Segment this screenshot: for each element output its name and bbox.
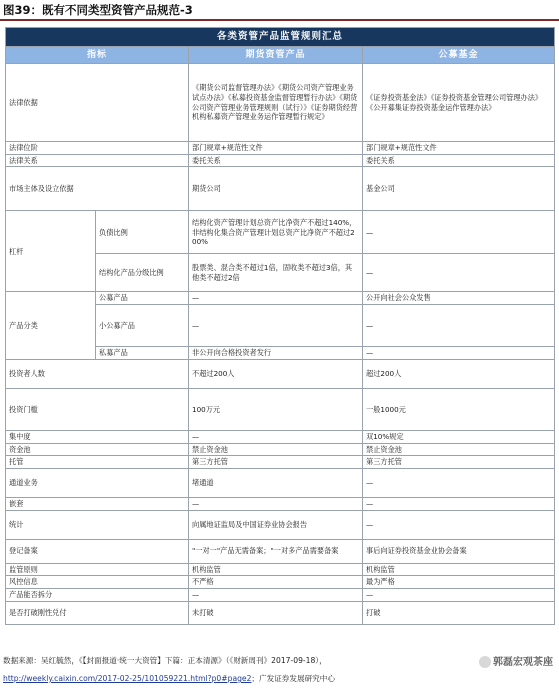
cell-fund: — (363, 510, 555, 539)
wechat-icon (479, 656, 491, 668)
table-row (6, 142, 555, 155)
row-label: 监管原则 (6, 563, 189, 576)
cell-futures: — (189, 305, 363, 347)
cell-fund: 基金公司 (363, 167, 555, 211)
table-row (6, 167, 555, 211)
header-indicator: 指标 (6, 47, 189, 64)
cell-futures: 机构监管 (189, 563, 363, 576)
table-row (6, 563, 555, 576)
row-label: 投资门槛 (6, 388, 189, 430)
cell-futures: 股票类、混合类不超过1倍，固收类不超过3倍，其他类不超过2倍 (189, 254, 363, 292)
group-label-product-type: 产品分类 (6, 292, 96, 359)
cell-futures: 第三方托管 (189, 456, 363, 469)
row-label: 投资者人数 (6, 359, 189, 388)
cell-futures: 部门规章+规范性文件 (189, 142, 363, 155)
table-row (6, 601, 555, 624)
cell-futures: — (189, 292, 363, 305)
row-label: 法律位阶 (6, 142, 189, 155)
figure-header (0, 0, 559, 20)
cell-fund: — (363, 498, 555, 511)
table-row (6, 154, 555, 167)
source-text: 数据来源：吴红毓然，《【封面报道·统一大资管】下篇：正本清源》（《财新周刊》2017-09-18）， (3, 656, 327, 665)
cell-fund: — (363, 254, 555, 292)
cell-futures: 《期货公司监督管理办法》《期货公司资产管理业务试点办法》《私募投资基金监督管理暂行办法》《期货公司资产管理业务管理规则（试行）》《证券期货经营机构私募资产管理业务运作管理暂行规定》 (189, 64, 363, 142)
row-label: 是否打破刚性兑付 (6, 601, 189, 624)
cell-fund: 部门规章+规范性文件 (363, 142, 555, 155)
row-label: 小公募产品 (96, 305, 189, 347)
cell-futures: 禁止资金池 (189, 443, 363, 456)
cell-futures: 堵通道 (189, 469, 363, 498)
row-label: 私募产品 (96, 347, 189, 360)
row-label: 法律依据 (6, 64, 189, 142)
cell-fund: — (363, 469, 555, 498)
cell-fund: 第三方托管 (363, 456, 555, 469)
cell-fund: 《证券投资基金法》《证券投资基金管理公司管理办法》《公开募集证券投资基金运作管理办法》 (363, 64, 555, 142)
row-label: 市场主体及设立依据 (6, 167, 189, 211)
cell-fund: — (363, 347, 555, 360)
row-label: 负债比例 (96, 211, 189, 254)
table-row (6, 456, 555, 469)
cell-fund: 事后向证券投资基金业协会备案 (363, 539, 555, 563)
cell-futures: 期货公司 (189, 167, 363, 211)
header-fund: 公募基金 (363, 47, 555, 64)
cell-fund: 禁止资金池 (363, 443, 555, 456)
cell-fund: 打破 (363, 601, 555, 624)
row-label: 资金池 (6, 443, 189, 456)
cell-futures: 未打破 (189, 601, 363, 624)
cell-futures: — (189, 430, 363, 443)
row-label: 公募产品 (96, 292, 189, 305)
cell-futures: 委托关系 (189, 154, 363, 167)
cell-futures: 不超过200人 (189, 359, 363, 388)
row-label: 托管 (6, 456, 189, 469)
cell-fund: 超过200人 (363, 359, 555, 388)
cell-futures: 不严格 (189, 576, 363, 589)
row-label: 嵌套 (6, 498, 189, 511)
row-label: 登记备案 (6, 539, 189, 563)
title-rule (0, 19, 559, 21)
cell-futures: 向属地证监局及中国证券业协会报告 (189, 510, 363, 539)
row-label: 产品能否拆分 (6, 589, 189, 602)
table-row (6, 510, 555, 539)
table-row (6, 211, 555, 254)
row-label: 法律关系 (6, 154, 189, 167)
cell-futures: "一对一"产品无需备案；"一对多产品需要备案 (189, 539, 363, 563)
row-label: 通道业务 (6, 469, 189, 498)
cell-fund: 最为严格 (363, 576, 555, 589)
table-row (6, 292, 555, 305)
cell-fund: — (363, 211, 555, 254)
table-banner: 各类资管产品监管规则汇总 (6, 28, 555, 47)
cell-fund: 公开向社会公众发售 (363, 292, 555, 305)
cell-fund: 委托关系 (363, 154, 555, 167)
header-futures: 期货资管产品 (189, 47, 363, 64)
table-row (6, 498, 555, 511)
row-label: 结构化产品分级比例 (96, 254, 189, 292)
table-row (6, 430, 555, 443)
cell-futures: 非公开向合格投资者发行 (189, 347, 363, 360)
figure-title: 图39：既有不同类型资管产品规范-3 (3, 3, 193, 17)
table-row (6, 589, 555, 602)
row-label: 风控信息 (6, 576, 189, 589)
table-row (6, 469, 555, 498)
cell-futures: — (189, 498, 363, 511)
cell-fund: — (363, 305, 555, 347)
cell-fund: — (363, 589, 555, 602)
cell-fund: 一般1000元 (363, 388, 555, 430)
watermark (479, 653, 553, 668)
cell-futures: — (189, 589, 363, 602)
cell-futures: 结构化资产管理计划总资产比净资产不超过140%，非结构化集合资产管理计划总资产比净资产不超过200% (189, 211, 363, 254)
group-label-leverage: 杠杆 (6, 211, 96, 292)
row-label: 统计 (6, 510, 189, 539)
table-row (6, 64, 555, 142)
source-tail: ；广发证券发展研究中心 (251, 674, 335, 683)
cell-futures: 100万元 (189, 388, 363, 430)
source-link[interactable]: http://weekly.caixin.com/2017-02-25/101059221.html?p0#page2 (3, 674, 252, 683)
table-row (6, 443, 555, 456)
source-note (3, 652, 553, 688)
table-row (6, 388, 555, 430)
regulation-table (5, 27, 554, 625)
table-row (6, 359, 555, 388)
table-row (6, 539, 555, 563)
cell-fund: 双10%规定 (363, 430, 555, 443)
cell-fund: 机构监管 (363, 563, 555, 576)
row-label: 集中度 (6, 430, 189, 443)
table-row (6, 576, 555, 589)
watermark-text: 郭磊宏观茶座 (493, 657, 553, 668)
